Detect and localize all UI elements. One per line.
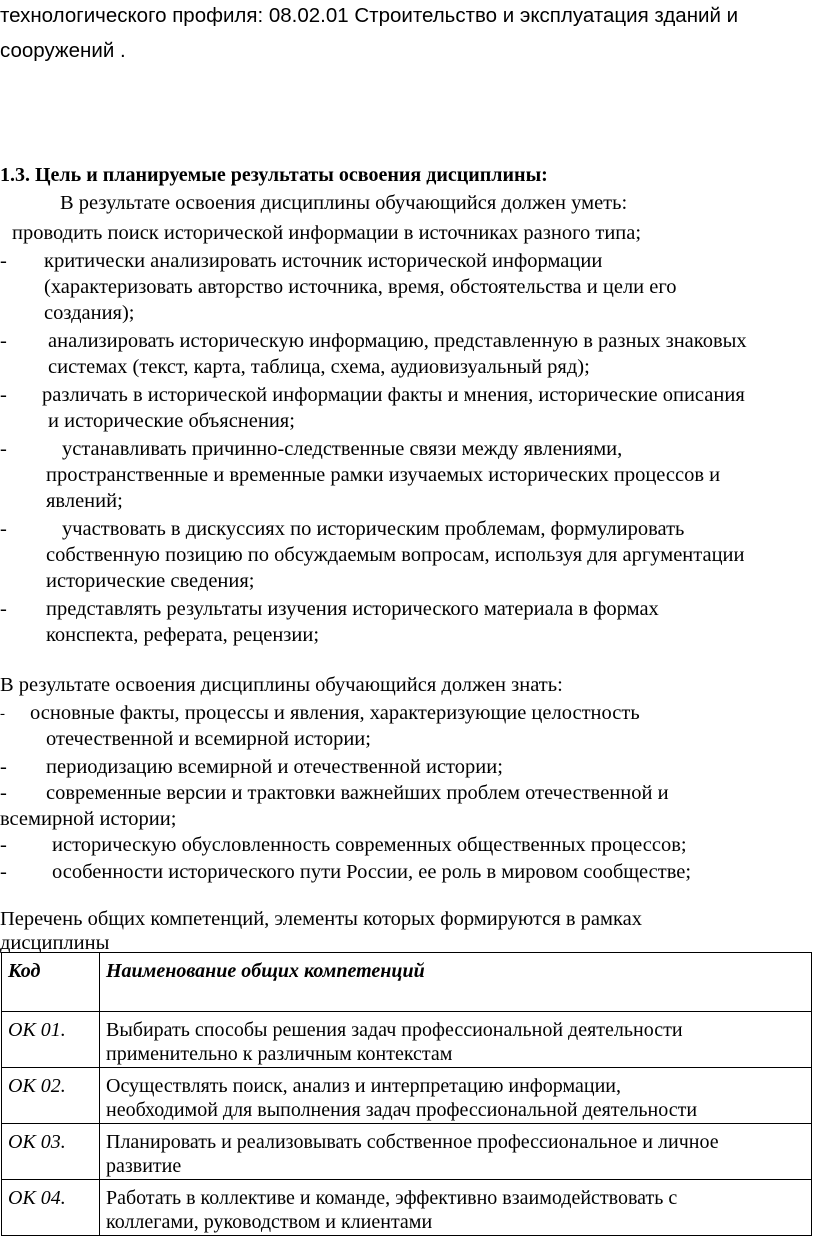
skill-line: анализировать историческую информацию, представленную в разных знаковых — [48, 330, 747, 352]
list-dash: - — [0, 330, 7, 352]
table-header-row — [2, 953, 812, 1012]
skill-line: и исторические объяснения; — [48, 410, 295, 432]
header-name: Наименование общих компетенций — [100, 953, 812, 1012]
skill-line: системах (текст, карта, таблица, схема, аудиовизуальный ряд); — [48, 356, 590, 378]
competency-name — [100, 1012, 812, 1068]
header-code: Код — [2, 953, 100, 1012]
list-dash: - — [0, 384, 7, 406]
knowledge-line: всемирной истории; — [0, 808, 177, 830]
table-row — [2, 1068, 812, 1124]
list-dash: - — [0, 782, 7, 804]
skill-line: (характеризовать авторство источника, время, обстоятельства и цели его — [44, 276, 677, 298]
skill-line: пространственные и временные рамки изучаемых исторических процессов и — [46, 464, 721, 486]
list-dash: - — [0, 598, 7, 620]
competency-name-line: Планировать и реализовывать собственное профессиональное и личное — [106, 1131, 719, 1153]
skill-line: конспекта, реферата, рецензии; — [46, 624, 320, 646]
competency-name-line: коллегами, руководством и клиентами — [106, 1211, 433, 1233]
skill-line: явлений; — [46, 490, 123, 512]
competency-name-line: развитие — [106, 1155, 182, 1177]
competency-code: ОК 04. — [2, 1180, 100, 1236]
table-row — [2, 1012, 812, 1068]
skill-line: различать в исторической информации факты и мнения, исторические описания — [42, 384, 745, 406]
competencies-intro-line-1: Перечень общих компетенций, элементы которых формируются в рамках — [0, 908, 642, 930]
competency-name-line: необходимой для выполнения задач профессиональной деятельности — [106, 1099, 698, 1121]
knowledge-line: современные версии и трактовки важнейших проблем отечественной и — [46, 782, 669, 804]
list-dash: - — [0, 518, 7, 540]
knowledge-line: особенности исторического пути России, ее роль в мировом сообществе; — [52, 861, 692, 883]
section-heading: 1.3. Цель и планируемые результаты освоения дисциплины: — [0, 164, 548, 186]
knowledge-line: отечественной и всемирной истории; — [46, 728, 371, 750]
competencies-intro-line-2: дисциплины — [0, 932, 110, 954]
list-dash: - — [0, 706, 5, 722]
skills-intro: В результате освоения дисциплины обучающийся должен уметь: — [60, 192, 628, 214]
list-dash: - — [0, 756, 7, 778]
competency-name — [100, 1180, 812, 1236]
competency-name-line: Работать в коллективе и команде, эффективно взаимодействовать с — [106, 1187, 678, 1209]
skill-line: участвовать в дискуссиях по историческим проблемам, формулировать — [62, 518, 685, 540]
list-dash: - — [0, 250, 7, 272]
list-dash: - — [0, 834, 7, 856]
skill-line: критически анализировать источник исторической информации — [44, 250, 603, 272]
list-dash: - — [0, 438, 7, 460]
competency-name-line: Выбирать способы решения задач профессиональной деятельности — [106, 1019, 683, 1041]
knowledge-intro: В результате освоения дисциплины обучающийся должен знать: — [0, 674, 563, 696]
knowledge-line: основные факты, процессы и явления, характеризующие целостность — [30, 702, 640, 724]
competency-name — [100, 1124, 812, 1180]
knowledge-line: периодизацию всемирной и отечественной истории; — [46, 756, 503, 778]
skill-line: устанавливать причинно-следственные связи между явлениями, — [62, 438, 623, 460]
table-row — [2, 1180, 812, 1236]
competency-name — [100, 1068, 812, 1124]
table-row — [2, 1124, 812, 1180]
competency-code: ОК 02. — [2, 1068, 100, 1124]
competency-code: ОК 03. — [2, 1124, 100, 1180]
skill-line: исторические сведения; — [46, 570, 255, 592]
intro-line-1: технологического профиля: 08.02.01 Строительство и эксплуатация зданий и — [0, 4, 739, 27]
competency-code: ОК 01. — [2, 1012, 100, 1068]
competency-name-line: Осуществлять поиск, анализ и интерпретацию информации, — [106, 1075, 621, 1097]
skill-line: создания); — [44, 302, 135, 324]
competency-name-line: применительно к различным контекстам — [106, 1043, 453, 1065]
skill-line: представлять результаты изучения исторического материала в формах — [46, 598, 659, 620]
list-dash: - — [0, 861, 7, 883]
competencies-table — [1, 952, 812, 1236]
knowledge-line: историческую обусловленность современных общественных процессов; — [52, 834, 687, 856]
skills-first-item: проводить поиск исторической информации в источниках разного типа; — [12, 222, 642, 244]
intro-line-2: сооружений . — [0, 39, 126, 62]
skill-line: собственную позицию по обсуждаемым вопросам, используя для аргументации — [46, 544, 745, 566]
